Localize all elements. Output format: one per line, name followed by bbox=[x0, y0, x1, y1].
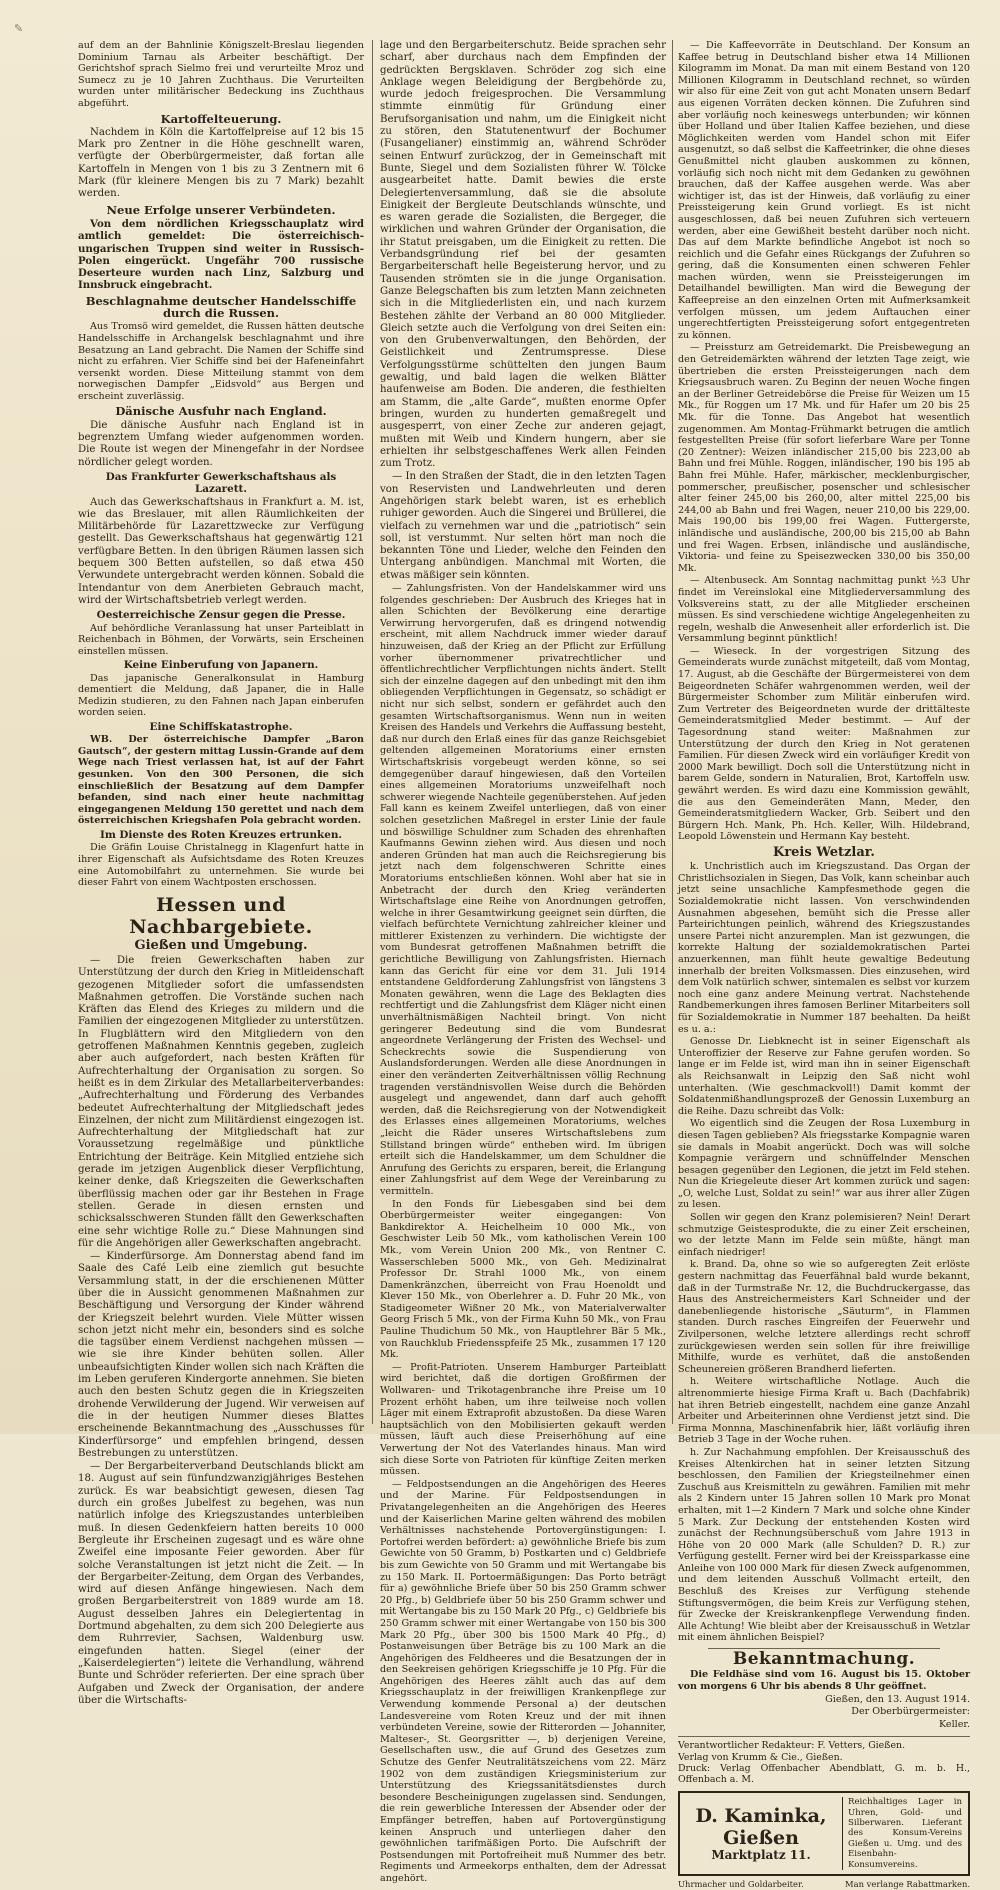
article-heading: Oesterreichische Zensur gegen die Presse. bbox=[96, 609, 346, 622]
corner-mark: ✎ bbox=[14, 22, 24, 35]
notice-text: Die Feldhäse sind vom 16. August bis 15. Oktober von morgens 6 Uhr bis abends 8 Uhr geöffnet. bbox=[678, 1669, 970, 1692]
ad-left bbox=[686, 1805, 836, 1861]
article-paragraph: — Die freien Gewerkschaften haben zur Unterstützung der durch den Krieg in Mitleidenschaft gezogenen Mitglieder sofort die umfassendsten Maßnahmen getroffen. Die Vorstände suchen nach Kräften das Elend des Krieges zu mildern und die Familien der eingezogenen Mitglieder zu unterstützen. In Flugblättern wird den Mitgliedern von den getroffenen Maßnahmen Kenntnis gegeben, zugleich aber auch aufgefordert, nach besten Kräften für Aufrechterhaltung der Organisation zu sorgen. So heißt es in dem Zirkular des Metallarbeiterverbandes: „Aufrechterhaltung und Förderung des Verbandes bedeutet Aufrechterhaltung der Mitgliedschaft jedes Einzelnen, der nicht zum Militärdienst eingezogen ist. Aufrechterhaltung der Mitgliedschaft hat zur Voraussetzung regelmäßige und pünktliche Entrichtung der Beiträge. Kein Mitglied entziehe sich gerade im jetzigen Augenblick dieser Verpflichtung, keiner denke, daß Kriegszeiten die Gewerkschaften überflüssig machen oder gar ihr Bestehen in Frage stellen. Gerade in diesen ernsten und schicksalsschweren Stunden fällt den Gewerkschaften eine sehr wichtige Rolle zu.“ Diese Mahnungen sind für die Angehörigen aller Gewerkschaften angebracht. bbox=[78, 954, 364, 1249]
article-paragraph: h. Weitere wirtschaftliche Notlage. Auch die altrenommierte hiesige Firma Kraft u. Bach (Dachfabrik) hat ihren Betrieb eingestellt, nachdem eine ganze Anzahl Arbeiter und Arbeiterinnen ohne Verdienst jetzt sind. Die Firma Monnna, Maschinenfabrik hier, läßt vorläufig ihren Betrieb 3 Tage in der Woche ruhen. bbox=[678, 1376, 970, 1446]
article-paragraph: — Feldpostsendungen an die Angehörigen des Heeres und der Marine. Für Feldpostsendungen in Privatangelegenheiten an die Angehörigen des Heeres und der Kaiserlichen Marine gelten während des mobilen Verhältnisses nachstehende Portovergünstigungen: I. Portofrei werden befördert: a) gewöhnliche Briefe bis zum Gewichte von 50 Gramm, b) Postkarten und c) Geldbriefe bis zum Gewichte von 50 Gramm und mit Wertangabe bis zu 150 Mark. II. Portoermäßigungen: Das Porto beträgt für a) gewöhnliche Briefe über 50 bis 250 Gramm schwer 20 Pfg., b) Geldbriefe über 50 bis 250 Gramm schwer und mit Wertangabe bis zu 150 Mark 20 Pfg., c) Geldbriefe bis 250 Gramm schwer mit einer Wertangabe von 150 bis 300 Mark 20 Pfg., über 300 bis 1500 Mark 40 Pfg., d) Postanweisungen über Beträge bis zu 100 Mark an die Angehörigen des Feldheeres und die Besatzungen der in den Seekreisen gehörigen Kriegsschiffe je 10 Pfg. Für die Angehörigen des Heeres zählt auch das auf dem Kriegsschauplatz in der freiwilligen Krankenpflege zur Verwendung kommende Personal a) der deutschen Landesvereine vom Roten Kreuz und der mit ihnen verbündeten Vereine, sowie der Ritterorden — Johanniter, Malteser-, St. Georgsritter —, b) derjenigen Vereine, Gesellschaften usw., die auf Grund des Gesetzes zum Schutze des Genfer Neutralitätszeichens vom 22. März 1902 von dem zuständigen Kriegsministerium zur Unterstützung des Kriegssanitätsdienstes durch besondere Bescheinigungen zugelassen sind. Sendungen, die rein gewerbliche Interessen der Absender oder der Empfänger betreffen, haben auf Portovergünstigung keinen Anspruch und unterliegen daher den gewöhnlichen tarifmäßigen Porto. Die Aufschrift der Postsendungen mit Portofreiheit muß Nummer des betr. Regiments und Armeekorps enthalten, dem der Adressat angehört. bbox=[380, 1478, 666, 1884]
article-paragraph: auf dem an der Bahnlinie Königszelt-Breslau liegenden Dominium Tarnau als Arbeiter beschäftigt. Der Gerichtshof sprach Sielmo frei und verurteilte Mroz und Sumecz zu je 10 Jahren Zuchthaus. Die Verurteilten wurden unter militärischer Bedeckung ins Zuchthaus abgeführt. bbox=[78, 40, 364, 109]
article-paragraph: Aus Tromsö wird gemeldet, die Russen hätten deutsche Handelsschiffe in Archangelsk beschlagnahmt und ihre Besatzung an Land gebracht. Die Namen der Schiffe sind nicht zu erfahren. Vier Schiffe sind bei der Hafeneinfahrt versenkt worden. Diese Mitteilung stammt von dem norwegischen Dampfer „Eidsvold“ aus Bergen und erscheint zuverlässig. bbox=[78, 321, 364, 402]
article-paragraph: Nachdem in Köln die Kartoffelpreise auf 12 bis 15 Mark pro Zentner in die Höhe geschnellt waren, verfügte der Oberbürgermeister, daß fortan alle Kartoffeln in Mengen von 1 bis zu 3 Zentnern mit 6 Mark (für kleinere Mengen bis zu 7 Mark) bezahlt werden. bbox=[78, 126, 364, 200]
column-right bbox=[678, 40, 970, 1889]
ad-description: Reichhaltiges Lager in Uhren, Gold- und Silberwaren. Lieferant des Konsum-Vereins Gießen u. Umg. und des Eisenbahn-Konsumvereins. bbox=[842, 1797, 962, 1870]
ad-tagline: Uhrmacher und Goldarbeiter. bbox=[678, 1878, 804, 1889]
article-heading: Neue Erfolge unserer Verbündeten. bbox=[106, 202, 336, 217]
article-paragraph: h. Zur Nachahmung empfohlen. Der Kreisausschuß des Kreises Altenkirchen hat in seiner letzten Sitzung beschlossen, den Familien der Kriegsteilnehmer einen Zuschuß aus Kreismitteln zu gewähren. Familien mit mehr als 2 Kindern unter 15 Jahren sollen 10 Mark pro Monat erhalten, mit 1—2 Kindern 7 Mark und solche ohne Kinder 5 Mark. Zur Deckung der entstehenden Kosten wird zunächst der Rechnungsüberschuß vom Jahre 1913 in Höhe von 20 000 Mark (alle Schulden? D. R.) zur Verfügung gestellt. Ferner wird bei der Kreissparkasse eine Anleihe von 100 000 Mark für diesen Zweck aufgenommen, und dem leitenden Ausschuß Vollmacht erteilt, den Beschluß des Kreises zur Verfügung stehende Stiftungsvermögen, die beim Kreis zur Verfügung stehen, für Zwecke der Kreiskrankenpflege Verwendung finden. Alle Achtung! Wie bleibt aber der Kreisausschuß in Wetzlar mit einem ähnlichen Beispiel? bbox=[678, 1446, 970, 1644]
notice-title: Bekanntmachung. bbox=[732, 1649, 916, 1670]
article-paragraph: — Zahlungsfristen. Von der Handelskammer wird uns folgendes geschrieben: Der Ausbruch des Krieges hat in allen Schichten der Bevölkerung eine derartige Verwirrung hervorgerufen, daß es dringend notwendig erscheint, mit allem Nachdruck immer wieder darauf hinzuweisen, daß der Krieg an der Pflicht zur Erfüllung vorher übernommener privatrechtlicher und öffentlichrechtlicher Verpflichtungen nichts ändert. Stellt sich der einzelne dagegen auf den unbedingt mit den ihm obliegenden Verpflichtungen in Gegensatz, so schädigt er nicht nur sich selbst, sondern er gefährdet auch den gesamten Wirtschaftsorganismus. Wenn nun in weiten Kreisen des Handels und Verkehrs die Auffassung besteht, daß nur durch den Erlaß eines für das ganze Reichsgebiet geltenden allgemeinen Moratoriums einer ernsten Wirtschaftskrisis vorgebeugt werden könne, so sei demgegenüber darauf hingewiesen, daß den Vorteilen eines allgemeinen Moratoriums unzweifelhaft noch schwerer wiegende Nachteile gegenüberstehen. Auf jeden Fall kann es keinem Zweifel unterliegen, daß von einer solchen gesetzlichen Maßregel in erster Linie der faule und böswillige Schuldner zum Schaden des ehrenhaften Kaufmanns Gewinn ziehen wird. Aus diesen und noch anderen Gründen hat man auch die Reichsregierung bis jetzt nach dem folgenschweren Schritte eines Moratoriums entschließen können. Wohl aber hat sie in Anbetracht der durch den Krieg veränderten Wirtschaftslage eine Reihe von Anordnungen getroffen, welche in ihrer Gesamtwirkung geeignet sein dürften, die vielfach befürchtete Vernichtung zahlreicher kleiner und mittlerer Existenzen zu verhindern. Die wichtigste der vom Bundesrat getroffenen Maßnahmen betrifft die gerichtliche Bewilligung von Zahlungsfristen. Hiernach kann das Gericht für eine vor dem 31. Juli 1914 entstandene Geldforderung Zahlungsfrist von längstens 3 Monaten gewähren, wenn die Lage des Beklagten dies rechtfertigt und die Zahlungsfrist dem Kläger nicht einen unverhältnismäßigen Nachteil bringt. Von nicht geringerer Bedeutung sind die vom Bundesrat angeordnete Verlängerung der Fristen des Wechsel- und Scheckrechts sowie die Suspendierung von Auslandsforderungen. Werden alle diese Anordnungen in einer den veränderten Zeitverhältnissen völlig Rechnung tragenden verständnisvollen Weise durch die Behörden ausgelegt und angewendet, dann darf auch gehofft werden, daß die Reichsregierung von der Notwendigkeit des Erlasses eines allgemeinen Moratoriums, welches „leicht die Räder unseres Wirtschaftslebens zum Stillstand bringen würde“ entheben wird. Im übrigen erteilt sich die Handelskammer, um dem Schuldner die Anrufung des Gerichts zu ersparen, bereit, die Erlangung einer Zahlungsfrist auf dem Wege der Vereinbarung zu vermitteln. bbox=[380, 583, 666, 1197]
article-paragraph: Genosse Dr. Liebknecht ist in seiner Eigenschaft als Unteroffizier der Reserve zur Fahne gerufen worden. So lange er im Felde ist, wird man ihn in seiner Eigenschaft als Reichsanwalt in Leipzig den Saß nicht wohl unterhalten. (Wie geschmackvoll!) Damit kommt der Soldatenmißhandlungsprozeß der Genossin Luxemburg an die Reihe. Dazu schreibt das Volk: bbox=[678, 1036, 970, 1117]
section-title: Hessen und Nachbargebiete. bbox=[129, 893, 313, 938]
article-paragraph: — Profit-Patrioten. Unserem Hamburger Parteiblatt wird berichtet, daß die dortigen Großfirmen der Wollwaren- und Trikotagenbranche ihre Preise um 10 Prozent erhöht haben, um ihre teilweise noch vollen Läger mit einem Extraprofit abzustoßen. Da diese Waren hauptsächlich von den Mobilisierten gekauft werden müssen, läuft auch diese Preiserhöhung auf eine Verwertung der Not des Vaterlandes hinaus. Man wird sich diese Sorte von Patrioten für künftige Zeiten merken müssen. bbox=[380, 1361, 666, 1478]
ad-address: Marktplatz 11. bbox=[711, 1848, 811, 1863]
imprint-editor: Verantwortlicher Redakteur: F. Vetters, Gießen. bbox=[678, 1740, 906, 1752]
article-paragraph: k. Brand. Da, ohne so wie so aufgeregten Zeit erlöste gestern nachmittag das Feuerfähnal bald wurde bekannt, daß in der Turmstraße Nr. 12, die Buchdruckergasse, das Haus des Anstreichermeisters Karl Schneider und der danebenliegende historische „Säuturm“, in Flammen standen. Durch rasches Eingreifen der Feuerwehr und Zivilpersonen, welche letztere allerdings recht schroff zurückgewiesen werden sein sollen für ihre freiwillige Mithilfe, wurde es verhütet, daß die anstoßenden Scheunereien größeren Brandherd lieferten. bbox=[678, 1259, 970, 1375]
article-heading: Das Frankfurter Gewerkschaftshaus als Lazarett. bbox=[105, 470, 337, 496]
article-paragraph: — Preissturz am Getreidemarkt. Die Preisbewegung an den Getreidemärkten während der letzten Tage zeigt, wie übertrieben die ersten Preissteigerungen nach dem Kriegsausbruch waren. Zu Beginn der neuen Woche fingen an der Berliner Getreidebörse die Preise für Weizen um 15 Mk., für Roggen um 17 Mk. und für Hafer um 20 bis 25 Mk. für die Tonne. Das Angebot hat wesentlich zugenommen. Am Montag-Frühmarkt betrugen die amtlich festgestellten Preise (für sofort lieferbare Ware per Tonne (20 Zentner): Weizen inländischer 215,00 bis 223,00 ab Bahn und frei Mühle. Roggen, inländischer, 190 bis 195 ab Bahn frei Mühle. Hafer, märkischer, mecklenburgischer, pommerscher, preußischer, posenscher und schlesischer alter feiner 245,00 bis 260,00, alter mittel 225,00 bis 244,00 ab Bahn und frei Wagen, neuer 210,00 bis 229,00. Mais 190,00 bis 199,00 frei Wagen. Futtergerste, inländische und ausländische, 200,00 bis 215,00 ab Bahn und frei Wagen. Erbsen, inländische und ausländische, Viktoria- und feine zu Speisezwecken 330,00 bis 350,00 Mk. bbox=[678, 342, 970, 574]
article-paragraph: — Kinderfürsorge. Am Donnerstag abend fand im Saale des Café Leib eine ziemlich gut besuchte Versammlung statt, in der die erschienenen Mütter über die in Aussicht genommenen Maßnahmen zur Beschäftigung und Versorgung der Kinder während der Kriegszeit belehrt wurden. Viele Mütter wissen schon jetzt nicht mehr ein, besonders sind es solche die tagsüber einem Verdienst nachgehen müssen — wie sie ihre Kinder behüten sollen. Aller unbeaufsichtigten Kinder wollen sich nach Kräften die im Leben geruferen Kindergorte annehmen. Sie bieten auch den besten Schutz gegen die in Kriegszeiten drohende Verwilderung der Jugend. Wir verweisen auf die in der heutigen Nummer dieses Blattes erscheinende Bekanntmachung des „Ausschusses für Kinderfürsorge“ und empfehlen bringend, dessen Bestrebungen zu unterstützen. bbox=[78, 1251, 364, 1459]
column-middle bbox=[380, 40, 666, 1884]
article-paragraph: k. Unchristlich auch im Kriegszustand. Das Organ der Christlichsozialen in Siegen, Das Volk, kann scheinbar auch jetzt seine unsachliche Kampfesmethode gegen die Sozialdemokratie nicht lassen. Von verschwindenden Ausnahmen abgesehen, bemüht sich die Presse aller Parteirichtungen peinlich, während des Kriegszustandes unsere Partei nicht anzuremplen. Man ist gezwungen, die korrekte Haltung der sozialdemokratischen Partei anzuerkennen, man fühlt heute gewaltige Bedeutung innerhalb der breiten Volksmassen. Dies einzusehen, wird dem Volk natürlich schwer, sintemalen es selbst vor kurzem noch eine ganz andere Meinung vertrat. Nachstehende Randbemerkungen ihres famosen Berliner Mitarbeiters soll für Sozialdemokratie in Nummer 187 beehalten. Da heißt es u. a.: bbox=[678, 861, 970, 1035]
column-rule bbox=[372, 40, 373, 1424]
article-paragraph: — Die Kaffeevorräte in Deutschland. Der Konsum an Kaffee betrug in Deutschland bisher etwa 14 Millionen Kilogramm im Monat. Da man mit einem Bestand von 120 Millionen Kilogramm in Deutschland rechnet, so würden wir also für eine Zeit von gut acht Monaten unsern Bedarf aus eigenen Vorräten decken können. Die Zufuhren sind aber vorläufig noch keineswegs unterbunden; wir können über Holland und über Italien Kaffee beziehen, und diese Möglichkeiten werden vom Handel schon mit Eifer ausgenutzt, so daß selbst die Kaffeetrinker, die ohne dieses Genußmittel nicht glauben auskommen zu können, vorläufig sich noch nicht mit dem Gedanken zu gewöhnen brauchen, daß der Kaffee ausgehen werde. Was aber wichtiger ist, das ist der Hinweis, daß vorläufig zu einer Preissteigerung kein Grund vorliegt. Es ist nicht ausgeschlossen, daß bei neuen Zufuhren sich verteuern werden, aber eine Gewißheit besteht darüber noch nicht. Das auf dem Markte befindliche Angebot ist noch so reichlich und die Gefahr eines Rückgangs der Zufuhren so gering, daß die Konsumenten einen schweren Fehler machen würden, wenn sie Preissteigerungen im Detailhandel bewilligten. Man wird die Bewegung der Kaffeepreise an den einzelnen Orten mit Aufmerksamkeit verfolgen müssen, um jedem Auftauchen einer ungerechtfertigten Preissteigerung sofort entgegentreten zu können. bbox=[678, 40, 970, 341]
article-paragraph: lage und den Bergarbeiterschutz. Beide sprachen sehr scharf, aber durchaus nach dem Empfinden der gedrückten Bergsklaven. Schröder zog sich eine Anklage wegen Beleidigung der Bergbehörde zu, wurde jedoch freigesprochen. Die Versammlung stimmte einmütig für Gründung einer Berufsorganisation und nahm, um die Einigkeit nicht zu stören, den Statutenentwurf der Bochumer (Fusangelianer) einstimmig an, während Schröder seinen Entwurf zurückzog, der in Gemeinschaft mit Bunte, Siegel und dem Sozialisten führer W. Tölcke ausgearbeitet hatte. Damit bewies die erste Delegiertenversammlung, daß sie die absolute Einigkeit der Bergleute Deutschlands wünschte, und es waren gerade die Sozialisten, die Bergeger, die wirklichen und wahren Gründer der Organisation, die ihr Statut preisgaben, um die Einigkeit zu retten. Die Verbandsgründung rief bei der gesamten Bergarbeiterschaft helle Begeisterung hervor, und zu Tausenden strömten sie in die junge Organisation. Ganze Belegschaften bis zum letzten Mann zeichneten sich in die Mitgliederlisten ein, und nach kurzem Bestehen zählte der Verband an 80 000 Mitglieder. Gleich setzte auch die Verfolgung von drei Seiten ein: von den Grubenverwaltungen, den Behörden, der Geistlichkeit und Zentrumspresse. Diese Verfolgungsstürme schüttelten den jungen Baum gewaltig, und bald lagen die welken Blätter haufenweise am Boden. Die anderen, die festhielten am Stamm, die „alte Garde“, mußten enorme Opfer bringen, wurden zu hunderten gemaßregelt und ausgesperrt, von einer Zeche zur anderen gejagt, mußten mit Weib und Kindern hungern, aber sie erhielten ihr selbstgeschaffenes Werk allen Feinden zum Trotz. bbox=[380, 40, 666, 470]
ad-company-name: D. Kaminka, Gießen bbox=[695, 1805, 827, 1850]
section-subtitle: Gießen und Umgebung. bbox=[134, 937, 308, 953]
article-heading: Eine Schiffskatastrophe. bbox=[149, 720, 293, 733]
article-paragraph: — Altenbuseck. Am Sonntag nachmittag punkt ½3 Uhr findet im Vereinslokal eine Mitgliederversammlung des Volksvereins statt, zu der alle Mitglieder erscheinen müssen. Es sind verschiedene wichtige Angelegenheiten zu regeln, weshalb die Anwesenheit aller erforderlich ist. Die Versammlung beginnt pünktlich! bbox=[678, 575, 970, 645]
article-heading: Kartoffelteuerung. bbox=[160, 111, 282, 126]
advertisement bbox=[678, 1791, 970, 1876]
article-paragraph: Sollen wir gegen den Kranz polemisieren? Nein! Derart schmutzige Geistesprodukte, die zu einer Zeit erscheinen, wo der letzte Mann im Felde sein müßte, hängt man einfach niedriger! bbox=[678, 1212, 970, 1258]
article-paragraph: Auf behördliche Veranlassung hat unser Parteiblatt in Reichenbach in Böhmen, der Vorwärts, sein Erscheinen einstellen müssen. bbox=[78, 622, 364, 657]
imprint bbox=[678, 1736, 970, 1785]
imprint-publisher: Verlag von Krumm & Cie., Gießen. bbox=[678, 1751, 843, 1763]
notice-signature: Keller. bbox=[939, 1718, 970, 1730]
imprint-printer: Druck: Verlag Offenbacher Abendblatt, G. m. b. H., Offenbach a. M. bbox=[678, 1762, 970, 1785]
article-paragraph: Die Gräfin Louise Christalnegg in Klagenfurt hatte in ihrer Eigenschaft als Aufsichtsdame des Roten Kreuzes eine Automobilfahrt zu unternehmen. Sie wurde bei dieser Fahrt von einem Wachtposten erschossen. bbox=[78, 842, 364, 889]
notice-authority: Der Oberbürgermeister: bbox=[851, 1706, 970, 1718]
article-paragraph: Das japanische Generalkonsulat in Hamburg dementiert die Meldung, daß Japaner, die in Halle Medizin studieren, zu den Fahnen nach Japan einberufen worden seien. bbox=[78, 672, 364, 719]
article-paragraph: — Wieseck. In der vorgestrigen Sitzung des Gemeinderats wurde zunächst mitgeteilt, daß vom Montag, 17. August, ab die Geschäfte der Bürgermeisterei von dem Beigeordneten Schäfer wahrgenommen werden, weil der Bürgermeister Schomber zum Militär einberufen wird. Zum Vertreter des Beigeordneten wurde der drittälteste Gemeinderatsmitglied Meder bestimmt. — Auf der Tagesordnung stand weiter: Maßnahmen zur Unterstützung der durch den Krieg in Not geratenen Familien. Für diesen Zweck wird ein vorläufiger Kredit von 2000 Mark bewilligt. Doch soll die Unterstützung nicht in barem Gelde, sondern in Naturalien, Brot, Kartoffeln usw. gewährt werden. Es wird dazu eine Kommission gewählt, die aus den Gemeinderäten Mann, Meder, den Gemeinderatsmitgliedern Wacker, Grb. Seibert und den Bürgern Hch. Mank, Ph. Hch. Keller, Wilh. Hildebrand, Leopold Löwenstein und Hermann Kay besteht. bbox=[678, 645, 970, 843]
article-paragraph: — Der Bergarbeiterverband Deutschlands blickt am 18. August auf sein fünfundzwanzigjähriges Bestehen zurück. Es war beabsichtigt gewesen, diesen Tag durch ein großes Jubelfest zu begehen, was nun natürlich infolge des Kriegszustandes unterbleiben muß. In diesen Gedenkfeiern hatten bereits 10 000 Bergleute ihr Erscheinen zugesagt und es wäre ohne Zweifel eine imposante Feier geworden. Aber für solche Veranstaltungen ist jetzt nicht die Zeit. — In der Bergarbeiter-Zeitung, dem Organ des Verbandes, wird auf diesen Anfänge hingewiesen. Nach dem großen Bergarbeiterstreit von 1889 wurde am 18. August desselben Jahres ein Delegiertentag in Dortmund abgehalten, zu dem sich 200 Delegierte aus dem Ruhrrevier, Sachsen, Waldenburg usw. eingefunden hatten. Siegel (einer der „Kaiserdelegierten“) leitete die Verhandlung, während Bunte und Schröder referierten. Der eine sprach über Aufgaben und Zweck der Organisation, der andere über die Wirtschafts- bbox=[78, 1461, 364, 1706]
article-paragraph: Die dänische Ausfuhr nach England ist in begrenztem Umfang wieder aufgenommen worden. Die Route ist wegen der Minengefahr in der Nordsee nördlicher gelegt worden. bbox=[78, 419, 364, 468]
article-paragraph: WB. Der österreichische Dampfer „Baron Gautsch“, der gestern mittag Lussin-Grande auf dem Wege nach Triest verlassen hat, ist auf der Fahrt gesunken. Von den 300 Personen, die sich einschließlich der Besatzung auf dem Dampfer befanden, sind nach einer heute nachmittag eingegangenen Meldung 150 gerettet und nach dem österreichischen Kriegshafen Pola gebracht worden. bbox=[78, 734, 364, 827]
article-paragraph: In den Fonds für Liebesgaben sind bei dem Oberbürgermeister weiter eingegangen: Von Bankdirektor A. Heichelheim 10 000 Mk., von Geschwister Leib 50 Mk., vom katholischen Verein 100 Mk., vom Verein Union 200 Mk., von Rentner C. Wasserschleben 5000 Mk., von Geh. Medizinalrat Professor Dr. Strahl 1000 Mk., von einem Damenkränzchen, überreicht von Frau Hoenoldt und Klever 150 Mk., von Oberlehrer a. D. Fuhr 20 Mk., von Stadigeometer Wißner 20 Mk., von Materialverwalter Georg Frisch 5 Mk., von der Firma Kuhn 50 Mk., von Frau Pauline Thudichum 50 Mk., von Hauptlehrer Bär 5 Mk., von Rauchklub Friedensspfeife 25 Mk., zusammen 17 120 Mk. bbox=[380, 1198, 666, 1361]
article-paragraph: — In den Straßen der Stadt, die in den letzten Tagen von Reservisten und Landwehrleuten und deren Angehörigen stark belebt waren, ist es erheblich ruhiger geworden. Auch die Singerei und Brüllerei, die vielfach zu vernehmen war und die „patriotisch“ sein soll, ist verstummt. Nur selten hört man noch die bekannten Töne und Lieder, welche den Feinden den Untergang anbündigen. Manchmal mit Worten, die etwas mäßiger sein könnten. bbox=[380, 471, 666, 581]
article-heading: Beschlagnahme deutscher Handelsschiffe durch die Russen. bbox=[85, 293, 357, 321]
article-paragraph: Von dem nördlichen Kriegsschauplatz wird amtlich gemeldet: Die österreichisch-ungarischen Truppen sind weiter in Russisch-Polen eingerückt. Ungefähr 700 russische Deserteure wurden nach Linz, Salzburg und Innsbruck eingebracht. bbox=[78, 217, 364, 292]
column-left bbox=[78, 40, 364, 1706]
article-heading: Keine Einberufung von Japanern. bbox=[123, 659, 319, 672]
article-heading: Dänische Ausfuhr nach England. bbox=[115, 404, 327, 419]
column-rule bbox=[672, 40, 673, 1424]
notice-place-date: Gießen, den 13. August 1914. bbox=[825, 1693, 970, 1705]
article-paragraph: Auch das Gewerkschaftshaus in Frankfurt a. M. ist, wie das Breslauer, mit allen Räumlichkeiten der Militärbehörde für Lazarettzwecke zur Verfügung gestellt. Das Gewerkschaftshaus hat gegenwärtig 121 verfügbare Betten. In den übrigen Räumen lassen sich bequem 300 Betten aufstellen, so daß etwa 450 Verwundete untergebracht werden können. Sobald die Intendantur von dem Anerbieten Gebrauch macht, wird der Wirtschaftsbetrieb verlegt werden. bbox=[78, 496, 364, 606]
ad-footer bbox=[678, 1878, 970, 1890]
ad-rabatt: Man verlange Rabattmarken. bbox=[845, 1878, 970, 1889]
section-subtitle: Kreis Wetzlar. bbox=[773, 844, 875, 860]
article-heading: Im Dienste des Roten Kreuzes ertrunken. bbox=[99, 829, 343, 842]
article-paragraph: Wo eigentlich sind die Zeugen der Rosa Luxemburg in diesen Tagen geblieben? Als friegsstarke Kompagnie waren sie damals in Moabit angerückt. Doch was will solche Kompagnie verärgern und schnüffelnder Menschen besagen gegenüber den Legionen, die jetzt im Feld stehen. Nun die Kriegeleute dieser Art kommen zurück und sagen: „O, welche Lust, Soldat zu sein!“ war aus ihrer aller Zügen zu lesen. bbox=[678, 1118, 970, 1211]
